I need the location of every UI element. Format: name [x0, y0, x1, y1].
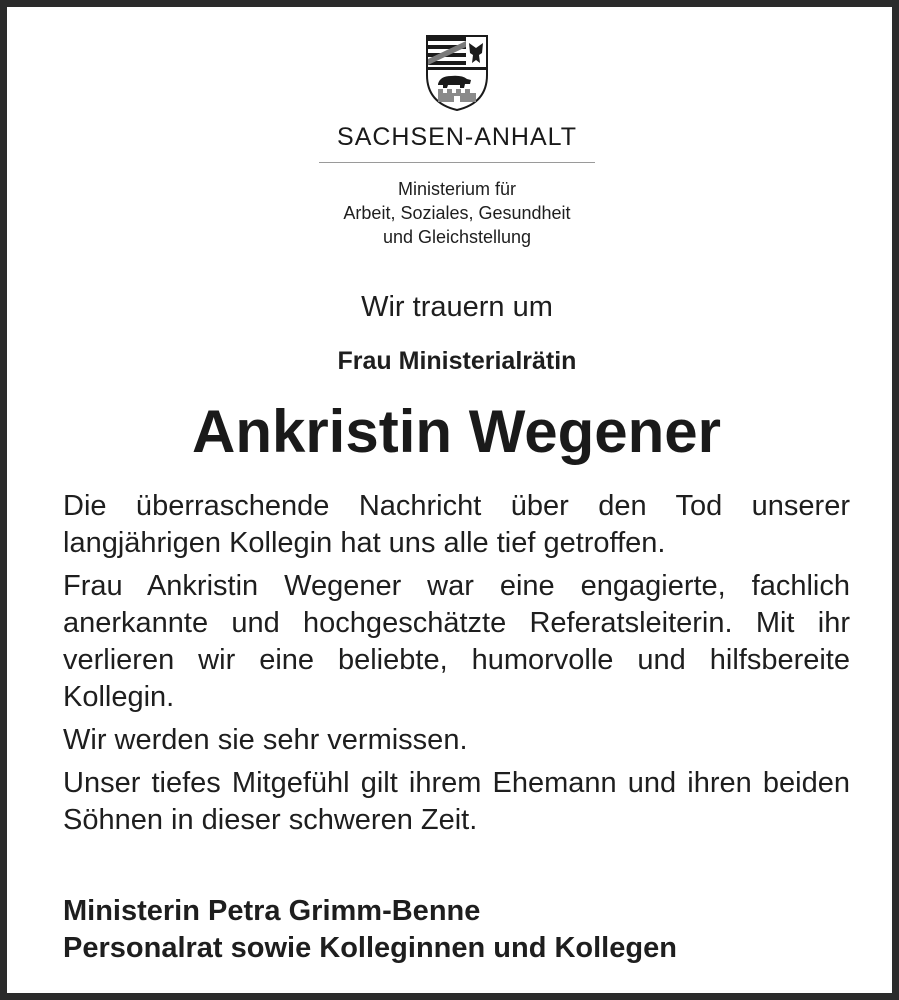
ministry-name: [267, 177, 647, 249]
body-paragraph: Wir werden sie sehr vermissen.: [63, 724, 468, 756]
coat-of-arms-icon: [424, 33, 490, 113]
ministry-line: Ministerium für: [397, 179, 517, 199]
body-paragraph: Frau Ankristin Wegener war eine engagierte, fachlich anerkannte und hochgeschätzte Referatsleiterin. Mit ihr verlieren wir eine beliebte, humorvolle und hilfsbereite Kollegin.: [63, 570, 850, 713]
notice-body: [63, 488, 850, 845]
honorific-title: Frau Ministerialrätin: [337, 347, 577, 375]
signers-block: [63, 893, 850, 967]
state-name: SACHSEN-ANHALT: [337, 123, 577, 151]
deceased-name: Ankristin Wegener: [191, 398, 721, 465]
body-paragraph: Die überraschende Nachricht über den Tod unserer langjährigen Kollegin hat uns alle tief getroffen.: [63, 490, 850, 559]
ministry-line: und Gleichstellung: [382, 227, 532, 247]
body-paragraph: Unser tiefes Mitgefühl gilt ihrem Ehemann und ihren beiden Söhnen in dieser schweren Zeit.: [63, 767, 850, 836]
signer-line: Ministerin Petra Grimm-Benne: [63, 895, 481, 927]
ministry-line: Arbeit, Soziales, Gesundheit: [343, 203, 571, 223]
header-divider: [319, 162, 595, 163]
signer-line: Personalrat sowie Kolleginnen und Kollegen: [63, 932, 677, 964]
mourning-line: Wir trauern um: [361, 291, 553, 323]
